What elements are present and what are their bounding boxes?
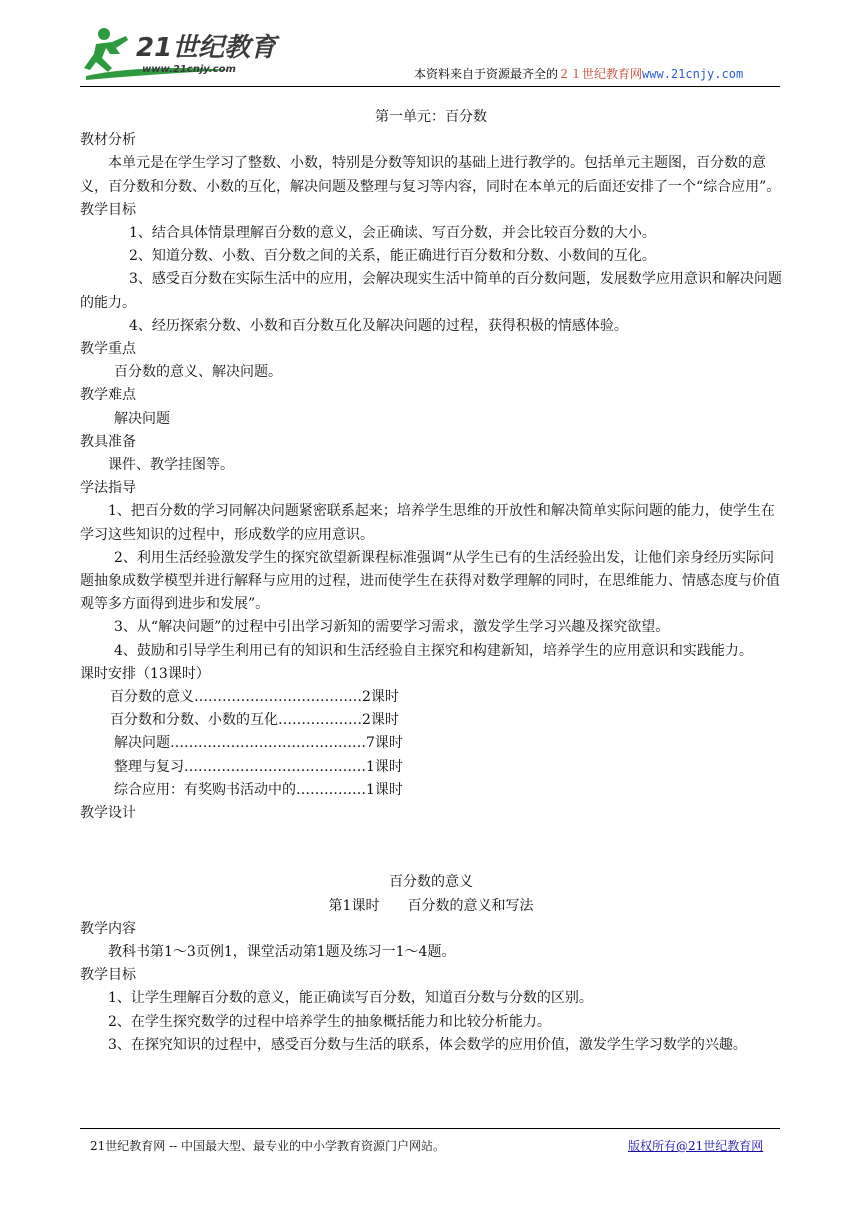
lesson-subtitle: 第1课时 百分数的意义和写法 <box>328 897 534 914</box>
document-body <box>80 106 782 1057</box>
tools-text: 课件、教学挂图等。 <box>108 457 234 474</box>
analysis-heading: 教材分析 <box>80 132 136 149</box>
schedule-row: 百分数的意义………………………………2课时 <box>110 689 399 706</box>
svg-text:21世纪教育: 21世纪教育 <box>136 33 277 63</box>
content-text: 教科书第1～3页例1，课堂活动第1题及练习一1～4题。 <box>108 943 456 960</box>
header-note-brand: ２１世纪教育网 <box>558 67 643 81</box>
page-header <box>0 0 860 90</box>
method-item: 2、利用生活经验激发学生的探究欲望新课程标准强调“从学生已有的生活经验出发，让他们亲身经历实际问题抽象成数学模型并进行解释与应用的过程，进而使学生在获得对数学理解的同时，在思维能力、情感态度与价值观等多方面得到进步和发展”。 <box>80 549 780 613</box>
footer-site-description: 21世纪教育网 -- 中国最大型、最专业的中小学教育资源门户网站。 <box>90 1139 446 1153</box>
logo[interactable] <box>82 24 282 84</box>
difficulty-text: 解决问题 <box>114 410 170 427</box>
difficulty-heading: 教学难点 <box>80 387 136 404</box>
key-heading: 教学重点 <box>80 341 136 358</box>
goals-heading: 教学目标 <box>80 201 136 218</box>
schedule-heading: 课时安排（13课时） <box>80 665 210 682</box>
method-item: 1、把百分数的学习同解决问题紧密联系起来；培养学生思维的开放性和解决简单实际问题的能力，使学生在学习这些知识的过程中，形成数学的应用意识。 <box>80 503 775 543</box>
analysis-paragraph: 本单元是在学生学习了整数、小数，特别是分数等知识的基础上进行教学的。包括单元主题图，百分数的意义，百分数和分数、小数的互化，解决问题及整理与复习等内容，同时在本单元的后面还安排了一个“综合应用”。 <box>80 155 781 195</box>
goal-item: 1、结合具体情景理解百分数的意义，会正确读、写百分数，并会比较百分数的大小。 <box>129 225 656 242</box>
schedule-row: 整理与复习…………………………………1课时 <box>114 758 403 775</box>
header-note-prefix: 本资料来自于资源最齐全的 <box>414 67 559 81</box>
runner-logo-icon <box>82 24 282 84</box>
lesson-goal-item: 2、在学生探究数学的过程中培养学生的抽象概括能力和比较分析能力。 <box>108 1013 551 1030</box>
header-divider <box>80 86 780 87</box>
design-heading: 教学设计 <box>80 805 136 822</box>
schedule-row: 综合应用：有奖购书活动中的……………1课时 <box>114 781 403 798</box>
lesson-title: 百分数的意义 <box>389 874 473 891</box>
key-text: 百分数的意义、解决问题。 <box>114 364 282 381</box>
content-heading: 教学内容 <box>80 920 136 937</box>
header-source-note <box>414 66 743 82</box>
lesson-goal-item: 1、让学生理解百分数的意义，能正确读写百分数，知道百分数与分数的区别。 <box>108 990 593 1007</box>
lesson-goals-heading: 教学目标 <box>80 967 136 984</box>
schedule-row: 解决问题……………………………………7课时 <box>114 735 403 752</box>
schedule-row: 百分数和分数、小数的互化………………2课时 <box>110 712 399 729</box>
method-item: 3、从“解决问题”的过程中引出学习新知的需要学习需求，激发学生学习兴趣及探究欲望。 <box>114 619 670 636</box>
tools-heading: 教具准备 <box>80 433 136 450</box>
goal-item: 3、感受百分数在实际生活中的应用，会解决现实生活中简单的百分数问题，发展数学应用意识和解决问题的能力。 <box>80 271 782 311</box>
method-heading: 学法指导 <box>80 480 136 497</box>
svg-text:www.21cnjy.com: www.21cnjy.com <box>142 64 236 75</box>
footer-copyright-link[interactable]: 版权所有@21世纪教育网 <box>628 1139 764 1153</box>
method-item: 4、鼓励和引导学生利用已有的知识和生活经验自主探究和构建新知，培养学生的应用意识和实践能力。 <box>114 642 753 659</box>
section-gap <box>80 825 782 871</box>
header-note-site[interactable]: www.21cnjy.com <box>642 67 744 81</box>
goal-item: 2、知道分数、小数、百分数之间的关系，能正确进行百分数和分数、小数间的互化。 <box>129 248 656 265</box>
unit-title: 第一单元：百分数 <box>375 109 487 125</box>
footer-divider <box>80 1128 780 1129</box>
lesson-goal-item: 3、在探究知识的过程中，感受百分数与生活的联系，体会数学的应用价值，激发学生学习数学的兴趣。 <box>108 1036 747 1053</box>
goal-item: 4、经历探索分数、小数和百分数互化及解决问题的过程，获得积极的情感体验。 <box>129 317 628 334</box>
